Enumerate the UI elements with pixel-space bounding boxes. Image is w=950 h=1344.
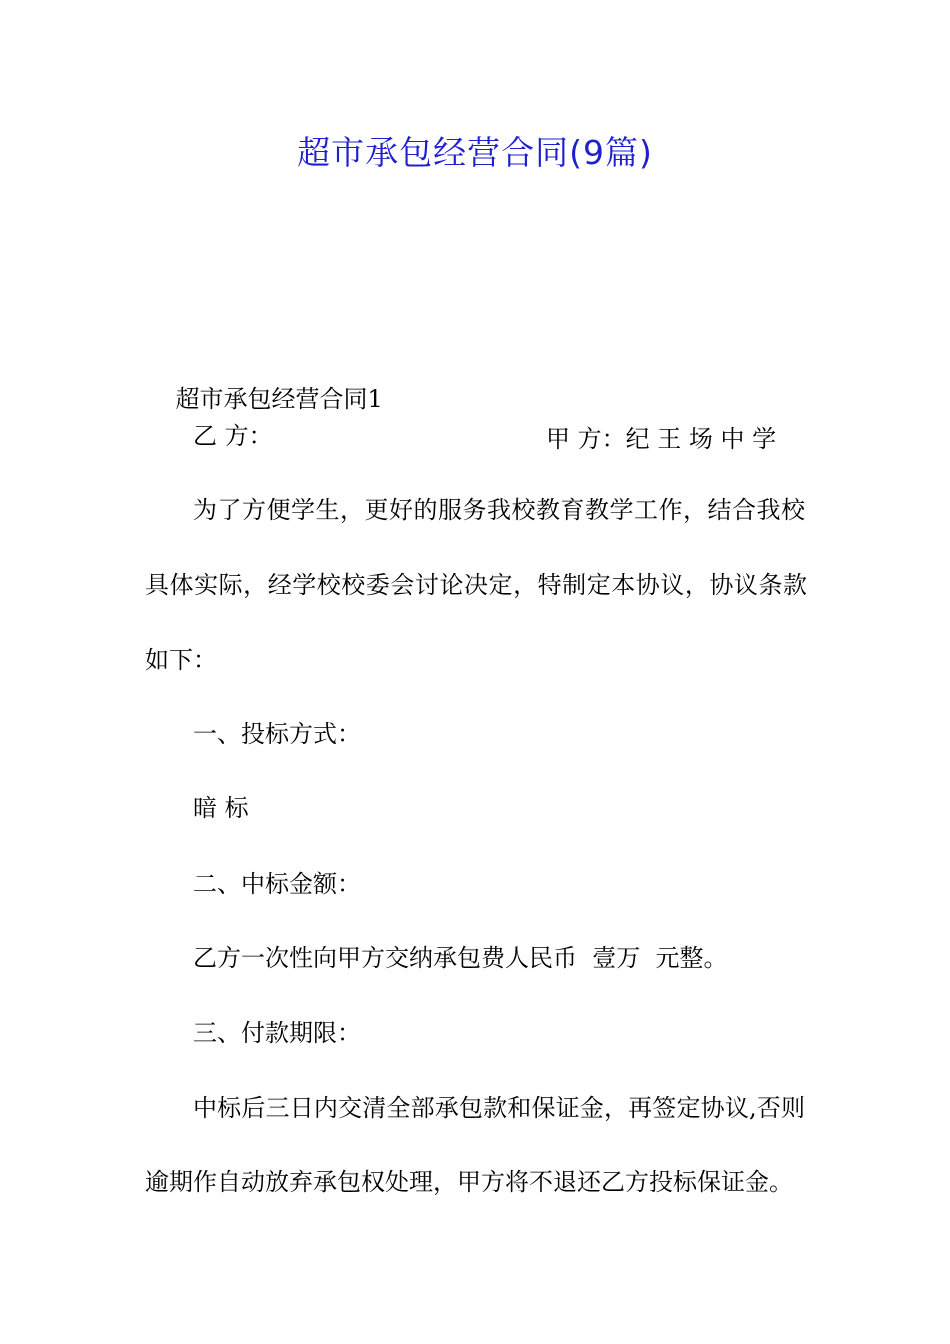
- intro-paragraph-line-1: 为了方便学生，更好的服务我校教育教学工作，结合我校: [193, 496, 805, 524]
- contract-subtitle: 超市承包经营合同1: [175, 385, 383, 413]
- section-1-body: 暗 标: [193, 794, 249, 822]
- section-3-body-line-1: 中标后三日内交清全部承包款和保证金，再签定协议,否则: [193, 1094, 805, 1122]
- section-2-body: 乙方一次性向甲方交纳承包费人民币 壹万 元整。: [193, 944, 728, 972]
- intro-paragraph-line-3: 如下：: [145, 646, 217, 674]
- document-title: 超市承包经营合同(9篇): [297, 133, 653, 172]
- intro-paragraph-line-2: 具体实际，经学校校委会讨论决定，特制定本协议，协议条款: [145, 571, 807, 599]
- section-3-heading: 三、付款期限：: [193, 1019, 361, 1047]
- party-a-label: 甲 方：纪 王 场 中 学: [546, 425, 777, 453]
- section-1-heading: 一、投标方式：: [193, 720, 361, 748]
- section-3-body-line-2: 逾期作自动放弃承包权处理，甲方将不退还乙方投标保证金。: [145, 1168, 793, 1196]
- party-b-label: 乙 方：: [193, 422, 273, 450]
- section-2-heading: 二、中标金额：: [193, 870, 361, 898]
